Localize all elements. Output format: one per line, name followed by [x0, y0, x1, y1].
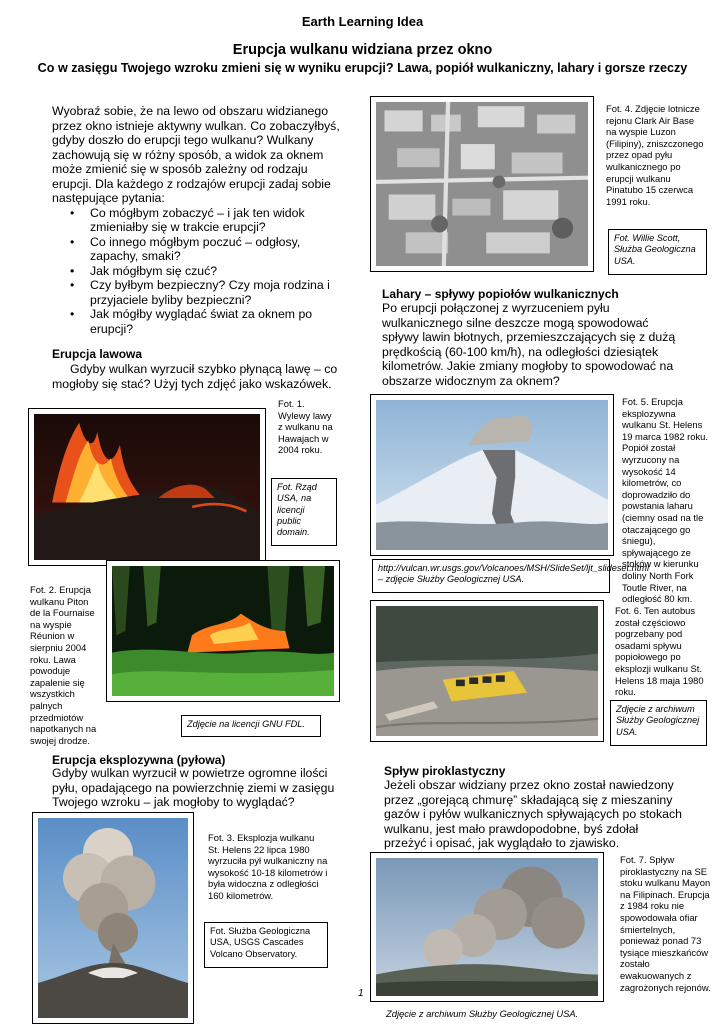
pyro-heading: Spływ piroklastyczny: [384, 764, 506, 778]
pyroclastic-flow-image: [376, 858, 598, 996]
photo-buried-bus: [370, 600, 604, 742]
photo6-caption: Fot. 6. Ten autobus został częściowo pogrzebany pod osadami spływu popiołowego po eksplozji wulkanu St. Helens 18 maja 1980 roku.: [615, 605, 704, 698]
intro-text: Wyobraź sobie, że na lewo od obszaru widzianego przez okno istnieje aktywny wulkan. Co zobaczyłbyś, gdyby doszło do erupcji tego wulkanu? Wulkany zachowują się w różny sposób, a widok za oknem może zmienić się w sposób zależny od rodzaju erupcji. Dla każdego z rodzajów erupcji zadaj sobie następujące pytania:: [52, 104, 340, 205]
question-item: • Co innego mógłbym poczuć – odgłosy, zapachy, smaki?: [90, 235, 342, 264]
page-subtitle: Co w zasięgu Twojego wzroku zmieni się w wyniku erupcji? Lawa, popiół wulkaniczny, lahary i gorsze rzeczy: [37, 61, 688, 75]
photo1-credit: Fot. Rząd USA, na licencji public domain.: [271, 478, 337, 546]
photo2-caption: Fot. 2. Erupcja wulkanu Piton de la Fournaise na wyspie Réunion w sierpniu 2004 roku. Lawa powoduje zapalenie się wszystkich palnych przedmiotów napotkanych na swojej drodze.: [30, 584, 97, 746]
lahar-text: Po erupcji połączonej z wyrzuceniem pyłu wulkanicznego silne deszcze mogą spowodować spływy lawin błotnych, przemieszczających się z dużą prędkością (60-100 km/h), na odległości dziesiątek kilometrów. Jakie zmiany mogłoby to spowodować na obszarze widocznym za oknem?: [382, 301, 676, 388]
question-item: • Co mógłbym zobaczyć – i jak ten widok zmieniałby się w trakcie erupcji?: [90, 206, 342, 235]
explosive-heading: Erupcja eksplozywna (pyłowa): [52, 753, 226, 767]
page-number: 1: [358, 988, 364, 999]
photo-clark-air-base: [370, 96, 594, 272]
lava-text: Gdyby wulkan wyrzucił szybko płynącą lawę – co mogłoby się stać? Użyj tych zdjęć jako wskazówek.: [52, 362, 338, 391]
ash-covered-town-image: [376, 102, 588, 266]
question-list: [52, 206, 342, 337]
photo7-caption: Fot. 7. Spływ piroklastyczny na SE stoku wulkanu Mayon na Filipinach. Erupcja z 1984 roku nie spowodowała ofiar śmiertelnych, ponieważ ponad 73 tysiące mieszkańców zostało ewakuowanych z zagrożonych rejonów.: [620, 854, 711, 993]
photo4-credit: Fot. Willie Scott, Służba Geologiczna USA.: [608, 229, 707, 275]
photo2-credit: Zdjęcie na licencji GNU FDL.: [181, 715, 321, 737]
photo5-caption: Fot. 5. Erupcja eksplozywna wulkanu St. Helens 19 marca 1982 roku. Popiół został wyrzucony na wysokość 14 kilometrów, co doprowadziło do powstania laharu (ciemny osad na tle otaczającego go śniegu), spływającego ze stoków w kierunku doliny North Fork Toutle River, na odległość 80 km.: [622, 396, 708, 605]
photo-mayon-flow: [370, 852, 604, 1002]
lahar-heading: Lahary – spływy popiołów wulkanicznych: [382, 287, 619, 301]
explosive-text: Gdyby wulkan wyrzucił w powietrze ogromne ilości pyłu, opadającego na powierzchnię ziemi w zasięgu Twojego wzroku – jak mogłoby to wyglądać?: [52, 766, 335, 809]
photo7-credit: Zdjęcie z archiwum Służby Geologicznej USA.: [386, 1008, 579, 1019]
photo1-caption: Fot. 1. Wylewy lawy z wulkanu na Hawajach w 2004 roku.: [278, 398, 333, 456]
ash-column-image: [38, 818, 188, 1018]
question-item: • Jak mógłby wyglądać świat za oknem po erupcji?: [90, 307, 342, 336]
photo-st-helens-ash: [32, 812, 194, 1024]
intro-paragraph: [52, 104, 342, 336]
snowy-volcano-image: [376, 400, 608, 550]
question-item: • Czy byłbym bezpieczny? Czy moja rodzina i przyjaciele byliby bezpieczni?: [90, 278, 342, 307]
page-title: Erupcja wulkanu widziana przez okno: [232, 42, 493, 58]
photo-lava-hawaii: [28, 408, 266, 566]
photo5-credit: http://vulcan.wr.usgs.gov/Volcanoes/MSH/SlideSet/ljt_slideset.html – zdjęcie Służby Geologicznej USA.: [372, 559, 610, 593]
lava-forest-image: [112, 566, 334, 696]
photo-st-helens-lahar: [370, 394, 614, 556]
photo4-caption: Fot. 4. Zdjęcie lotnicze rejonu Clark Air Base na wyspie Luzon (Filipiny), zniszczonego przez opad pyłu wulkanicznego po erupcji wulkanu Pinatubo 15 czerwca 1991 roku.: [606, 103, 704, 207]
photo3-caption: Fot. 3. Eksplozja wulkanu St. Helens 22 lipca 1980 wyrzuciła pył wulkaniczny na wysokość 10-18 kilometrów i była widoczna z odległości 160 kilometrów.: [208, 832, 328, 901]
series-header: Earth Learning Idea: [301, 14, 424, 29]
pyro-text: Jeżeli obszar widziany przez okno został nawiedzony przez „gorejącą chmurę” składającą się z mieszaniny gazów i pyłów wulkanicznych spływających po stokach wulkanu, jest mało prawdopodobne, byś zdołał przeżyć i opisać, jak wyglądało to zjawisko.: [384, 778, 682, 850]
buried-bus-image: [376, 606, 598, 736]
question-item: • Jak mógłbym się czuć?: [90, 264, 342, 279]
lava-heading: Erupcja lawowa: [52, 347, 143, 361]
photo3-credit: Fot. Służba Geologiczna USA, USGS Cascades Volcano Observatory.: [204, 922, 328, 968]
photo-lava-reunion: [106, 560, 340, 702]
lava-fountain-image: [34, 414, 260, 560]
photo6-credit: Zdjęcie z archiwum Służby Geologicznej USA.: [610, 700, 707, 746]
